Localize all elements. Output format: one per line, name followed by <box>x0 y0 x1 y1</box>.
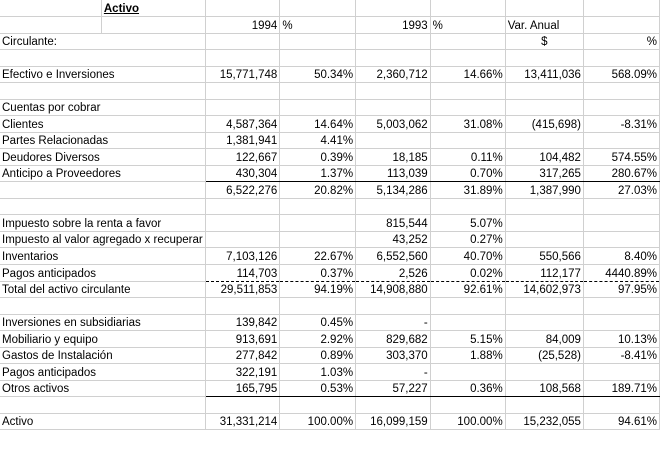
pct-1993[interactable] <box>430 132 505 149</box>
value-1994[interactable]: 7,103,126 <box>205 248 280 265</box>
header-var-anual[interactable]: Var. Anual <box>505 17 583 34</box>
row-label[interactable]: Efectivo e Inversiones <box>0 66 205 83</box>
value-1994[interactable] <box>205 231 280 248</box>
pct-1993[interactable]: 1.88% <box>430 347 505 364</box>
table-row <box>0 413 660 430</box>
row-label[interactable] <box>0 198 205 215</box>
var-amount[interactable] <box>505 132 583 149</box>
pct-1993[interactable]: 100.00% <box>430 413 505 430</box>
value-1994[interactable] <box>205 298 280 315</box>
pct-1993[interactable]: 0.11% <box>430 149 505 166</box>
value-1993[interactable]: - <box>356 314 431 331</box>
var-percent[interactable]: 4440.89% <box>583 265 659 282</box>
value-1994[interactable]: 1,381,941 <box>205 132 280 149</box>
pct-1994[interactable]: 22.67% <box>280 248 356 265</box>
value-1993[interactable]: 2,360,712 <box>356 66 431 83</box>
var-amount[interactable]: 317,265 <box>505 165 583 182</box>
var-percent[interactable]: 27.03% <box>583 182 659 199</box>
pct-1994[interactable]: 1.37% <box>280 165 356 182</box>
value-1993[interactable]: 815,544 <box>356 215 431 232</box>
pct-1994[interactable] <box>280 397 356 414</box>
table-row <box>0 281 660 298</box>
table-row <box>0 314 660 331</box>
var-amount[interactable]: 1,387,990 <box>505 182 583 199</box>
value-1994[interactable] <box>205 50 280 67</box>
table-row <box>0 380 660 397</box>
row-label[interactable]: Inventarios <box>0 248 205 265</box>
value-1993[interactable] <box>356 397 431 414</box>
value-1994[interactable] <box>205 33 280 50</box>
row-label[interactable]: Total del activo circulante <box>0 281 205 298</box>
row-label[interactable] <box>0 83 205 100</box>
pct-1993[interactable]: 5.15% <box>430 331 505 348</box>
value-1993[interactable]: 5,003,062 <box>356 116 431 133</box>
value-1993[interactable]: 303,370 <box>356 347 431 364</box>
table-row <box>0 265 660 282</box>
pct-1993[interactable]: 92.61% <box>430 281 505 298</box>
var-percent[interactable] <box>583 215 659 232</box>
row-label[interactable]: Clientes <box>0 116 205 133</box>
table-row <box>0 331 660 348</box>
value-1994[interactable]: 165,795 <box>205 380 280 397</box>
table-row <box>0 298 660 315</box>
var-amount[interactable]: 15,232,055 <box>505 413 583 430</box>
row-label[interactable] <box>0 397 205 414</box>
pct-1994[interactable]: 20.82% <box>280 182 356 199</box>
header-pct-1993[interactable]: % <box>430 17 505 34</box>
var-amount[interactable]: 13,411,036 <box>505 66 583 83</box>
value-1994[interactable]: 6,522,276 <box>205 182 280 199</box>
var-amount[interactable] <box>505 50 583 67</box>
pct-1993[interactable]: 40.70% <box>430 248 505 265</box>
var-amount[interactable] <box>505 99 583 116</box>
pct-1993[interactable] <box>430 99 505 116</box>
pct-1994[interactable]: 4.41% <box>280 132 356 149</box>
pct-1994[interactable]: 50.34% <box>280 66 356 83</box>
pct-1993[interactable] <box>430 198 505 215</box>
var-amount[interactable]: (415,698) <box>505 116 583 133</box>
var-amount[interactable]: 104,482 <box>505 149 583 166</box>
var-percent[interactable] <box>583 314 659 331</box>
var-percent[interactable] <box>583 231 659 248</box>
var-amount[interactable] <box>505 215 583 232</box>
var-percent[interactable] <box>583 397 659 414</box>
var-percent[interactable]: 8.40% <box>583 248 659 265</box>
var-percent[interactable] <box>583 50 659 67</box>
var-amount[interactable] <box>505 298 583 315</box>
value-1993[interactable]: 57,227 <box>356 380 431 397</box>
var-percent[interactable] <box>583 198 659 215</box>
pct-1994[interactable]: 94.19% <box>280 281 356 298</box>
value-1993[interactable]: 5,134,286 <box>356 182 431 199</box>
value-1993[interactable] <box>356 298 431 315</box>
header-title-row <box>0 0 660 17</box>
var-amount[interactable]: 84,009 <box>505 331 583 348</box>
pct-1994[interactable]: 2.92% <box>280 331 356 348</box>
var-percent[interactable]: 94.61% <box>583 413 659 430</box>
value-1994[interactable]: 322,191 <box>205 364 280 381</box>
row-label[interactable]: Gastos de Instalación <box>0 347 205 364</box>
pct-1993[interactable]: 5.07% <box>430 215 505 232</box>
pct-1993[interactable]: 0.36% <box>430 380 505 397</box>
row-label[interactable]: Partes Relacionadas <box>0 132 205 149</box>
row-label[interactable]: Circulante: <box>0 33 205 50</box>
var-percent[interactable]: 189.71% <box>583 380 659 397</box>
table-row <box>0 165 660 182</box>
pct-1994[interactable] <box>280 198 356 215</box>
var-amount[interactable] <box>505 314 583 331</box>
row-label[interactable]: Activo <box>0 413 205 430</box>
pct-1994[interactable]: 0.39% <box>280 149 356 166</box>
table-row <box>0 215 660 232</box>
pct-1994[interactable] <box>280 231 356 248</box>
value-1993[interactable]: 829,682 <box>356 331 431 348</box>
value-1993[interactable]: 16,099,159 <box>356 413 431 430</box>
row-label[interactable]: Pagos anticipados <box>0 364 205 381</box>
var-amount[interactable] <box>505 397 583 414</box>
table-row <box>0 83 660 100</box>
value-1993[interactable] <box>356 83 431 100</box>
var-amount[interactable]: 14,602,973 <box>505 281 583 298</box>
value-1993[interactable]: 14,908,880 <box>356 281 431 298</box>
pct-1994[interactable] <box>280 99 356 116</box>
value-1994[interactable] <box>205 99 280 116</box>
value-1993[interactable]: 18,185 <box>356 149 431 166</box>
value-1994[interactable] <box>205 215 280 232</box>
row-label[interactable]: Deudores Diversos <box>0 149 205 166</box>
pct-1993[interactable] <box>430 364 505 381</box>
table-row <box>0 347 660 364</box>
var-amount[interactable]: 108,568 <box>505 380 583 397</box>
pct-1994[interactable]: 100.00% <box>280 413 356 430</box>
pct-1994[interactable] <box>280 50 356 67</box>
var-percent[interactable] <box>583 298 659 315</box>
var-amount[interactable] <box>505 364 583 381</box>
row-label[interactable]: Impuesto al valor agregado x recuperar <box>0 231 205 248</box>
var-amount[interactable] <box>505 231 583 248</box>
table-row <box>0 248 660 265</box>
row-label[interactable]: Inversiones en subsidiarias <box>0 314 205 331</box>
row-label[interactable] <box>0 182 205 199</box>
value-1993[interactable]: 2,526 <box>356 265 431 282</box>
value-1993[interactable]: 6,552,560 <box>356 248 431 265</box>
value-1993[interactable] <box>356 33 431 50</box>
row-label[interactable]: Anticipo a Proveedores <box>0 165 205 182</box>
pct-1993[interactable]: 0.27% <box>430 231 505 248</box>
pct-1993[interactable] <box>430 298 505 315</box>
row-label[interactable] <box>0 50 205 67</box>
header-var-abs[interactable]: $ <box>505 33 583 50</box>
pct-1994[interactable]: 0.45% <box>280 314 356 331</box>
row-label[interactable]: Impuesto sobre la renta a favor <box>0 215 205 232</box>
pct-1993[interactable]: 0.70% <box>430 165 505 182</box>
var-percent[interactable]: -8.41% <box>583 347 659 364</box>
var-percent[interactable]: 10.13% <box>583 331 659 348</box>
value-1993[interactable] <box>356 99 431 116</box>
pct-1994[interactable]: 0.89% <box>280 347 356 364</box>
var-percent[interactable]: 568.09% <box>583 66 659 83</box>
table-row <box>0 182 660 199</box>
table-row <box>0 198 660 215</box>
value-1994[interactable]: 31,331,214 <box>205 413 280 430</box>
pct-1994[interactable]: 1.03% <box>280 364 356 381</box>
header-year-1994[interactable]: 1994 <box>205 17 280 34</box>
value-1994[interactable]: 430,304 <box>205 165 280 182</box>
var-amount[interactable]: 550,566 <box>505 248 583 265</box>
table-row <box>0 231 660 248</box>
sheet-title: Activo <box>103 3 140 16</box>
value-1994[interactable]: 15,771,748 <box>205 66 280 83</box>
value-1994[interactable]: 114,703 <box>205 265 280 282</box>
header-year-1993[interactable]: 1993 <box>356 17 431 34</box>
var-percent[interactable]: 97.95% <box>583 281 659 298</box>
pct-1994[interactable] <box>280 33 356 50</box>
value-1993[interactable] <box>356 50 431 67</box>
pct-1994[interactable] <box>280 83 356 100</box>
var-amount[interactable]: 112,177 <box>505 265 583 282</box>
table-row <box>0 149 660 166</box>
value-1993[interactable]: 113,039 <box>356 165 431 182</box>
table-row <box>0 66 660 83</box>
table-row <box>0 397 660 414</box>
value-1993[interactable] <box>356 198 431 215</box>
header-year-row <box>0 17 660 34</box>
table-row <box>0 99 660 116</box>
var-percent[interactable] <box>583 364 659 381</box>
var-percent[interactable]: -8.31% <box>583 116 659 133</box>
table-row <box>0 33 660 50</box>
pct-1993[interactable]: 31.89% <box>430 182 505 199</box>
value-1994[interactable]: 139,842 <box>205 314 280 331</box>
value-1994[interactable]: 277,842 <box>205 347 280 364</box>
table-row <box>0 116 660 133</box>
pct-1994[interactable]: 14.64% <box>280 116 356 133</box>
var-percent[interactable] <box>583 83 659 100</box>
pct-1994[interactable]: 0.37% <box>280 265 356 282</box>
pct-1994[interactable] <box>280 298 356 315</box>
row-label[interactable]: Otros activos <box>0 380 205 397</box>
value-1994[interactable] <box>205 83 280 100</box>
value-1994[interactable]: 29,511,853 <box>205 281 280 298</box>
var-percent[interactable]: 280.67% <box>583 165 659 182</box>
table-row <box>0 364 660 381</box>
pct-1994[interactable] <box>280 215 356 232</box>
value-1993[interactable]: - <box>356 364 431 381</box>
value-1994[interactable]: 4,587,364 <box>205 116 280 133</box>
pct-1993[interactable]: 0.02% <box>430 265 505 282</box>
pct-1994[interactable]: 0.53% <box>280 380 356 397</box>
pct-1993[interactable] <box>430 50 505 67</box>
row-label[interactable]: Cuentas por cobrar <box>0 99 205 116</box>
row-label[interactable] <box>0 298 205 315</box>
table-row <box>0 50 660 67</box>
value-1994[interactable]: 122,667 <box>205 149 280 166</box>
var-percent[interactable]: 574.55% <box>583 149 659 166</box>
value-1993[interactable] <box>356 132 431 149</box>
header-pct-1994[interactable]: % <box>280 17 356 34</box>
pct-1993[interactable] <box>430 83 505 100</box>
value-1993[interactable]: 43,252 <box>356 231 431 248</box>
value-1994[interactable]: 913,691 <box>205 331 280 348</box>
pct-1993[interactable] <box>430 33 505 50</box>
header-var-pct[interactable]: % <box>583 33 659 50</box>
pct-1993[interactable] <box>430 397 505 414</box>
value-1994[interactable] <box>205 198 280 215</box>
pct-1993[interactable]: 14.66% <box>430 66 505 83</box>
var-percent[interactable] <box>583 99 659 116</box>
row-label[interactable]: Pagos anticipados <box>0 265 205 282</box>
var-amount[interactable] <box>505 198 583 215</box>
var-amount[interactable]: (25,528) <box>505 347 583 364</box>
pct-1993[interactable]: 31.08% <box>430 116 505 133</box>
value-1994[interactable] <box>205 397 280 414</box>
table-row <box>0 132 660 149</box>
row-label[interactable]: Mobiliario y equipo <box>0 331 205 348</box>
var-percent[interactable] <box>583 132 659 149</box>
pct-1993[interactable] <box>430 314 505 331</box>
var-amount[interactable] <box>505 83 583 100</box>
